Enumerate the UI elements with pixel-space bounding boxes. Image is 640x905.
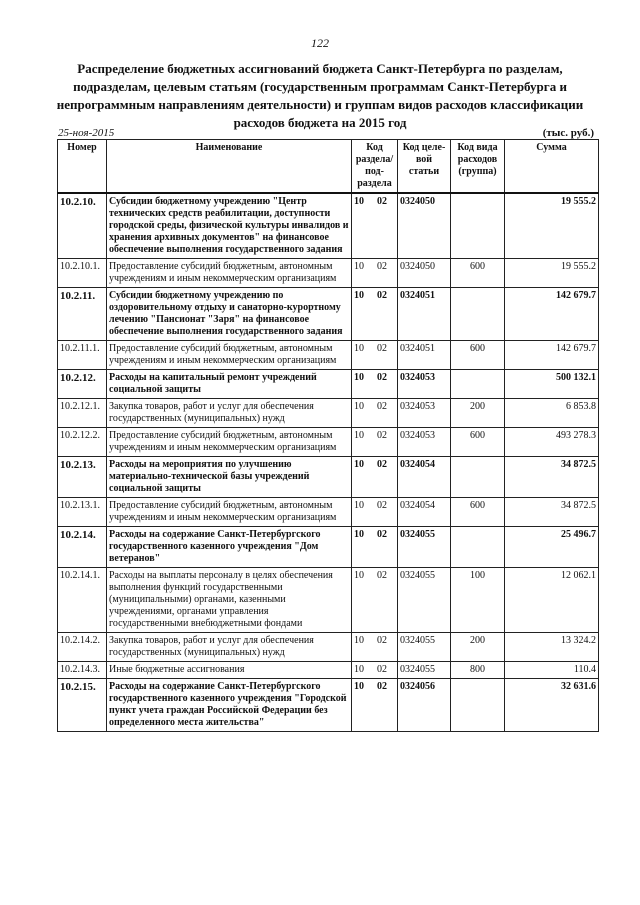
table-row (58, 288, 599, 341)
row-razdel-code (352, 498, 398, 527)
podrazdel-value: 02 (377, 570, 387, 581)
podrazdel-value: 02 (377, 430, 387, 441)
row-razdel-code (352, 457, 398, 498)
row-vid-code: 100 (451, 568, 505, 633)
podrazdel-value: 02 (377, 343, 387, 354)
row-name: Расходы на содержание Санкт-Петербургского государственного казенного учреждения "Дом ветеранов" (107, 527, 352, 568)
table-row (58, 457, 599, 498)
row-vid-code: 600 (451, 498, 505, 527)
razdel-value: 10 (354, 681, 364, 692)
table-row (58, 341, 599, 370)
podrazdel-value: 02 (377, 290, 387, 301)
row-sum: 493 278.3 (505, 428, 599, 457)
table-row (58, 259, 599, 288)
row-razdel-code (352, 193, 398, 259)
row-number: 10.2.13.1. (58, 498, 107, 527)
row-razdel-code (352, 633, 398, 662)
row-vid-code: 600 (451, 428, 505, 457)
row-celevaya-code: 0324051 (398, 341, 451, 370)
row-sum: 13 324.2 (505, 633, 599, 662)
row-vid-code: 600 (451, 341, 505, 370)
row-number: 10.2.14. (58, 527, 107, 568)
row-celevaya-code: 0324055 (398, 662, 451, 679)
row-sum: 34 872.5 (505, 457, 599, 498)
row-sum: 142 679.7 (505, 341, 599, 370)
row-number: 10.2.10. (58, 193, 107, 259)
row-celevaya-code: 0324056 (398, 679, 451, 732)
row-sum: 32 631.6 (505, 679, 599, 732)
table-row (58, 568, 599, 633)
razdel-value: 10 (354, 459, 364, 470)
row-name: Предоставление субсидий бюджетным, автономным учреждениям и иным некоммерческим организациям (107, 498, 352, 527)
podrazdel-value: 02 (377, 261, 387, 272)
header-vid-code: Код вида расходов (группа) (451, 140, 505, 194)
row-number: 10.2.11.1. (58, 341, 107, 370)
table-row (58, 633, 599, 662)
row-name: Предоставление субсидий бюджетным, автономным учреждениям и иным некоммерческим организациям (107, 428, 352, 457)
razdel-value: 10 (354, 290, 364, 301)
razdel-value: 10 (354, 529, 364, 540)
table-row (58, 428, 599, 457)
budget-table (57, 139, 599, 732)
row-razdel-code (352, 288, 398, 341)
row-name: Предоставление субсидий бюджетным, автономным учреждениям и иным некоммерческим организациям (107, 341, 352, 370)
podrazdel-value: 02 (377, 664, 387, 675)
razdel-value: 10 (354, 500, 364, 511)
row-sum: 12 062.1 (505, 568, 599, 633)
row-name: Предоставление субсидий бюджетным, автономным учреждениям и иным некоммерческим организациям (107, 259, 352, 288)
row-vid-code (451, 527, 505, 568)
row-name: Закупка товаров, работ и услуг для обеспечения государственных (муниципальных) нужд (107, 633, 352, 662)
razdel-value: 10 (354, 196, 364, 207)
row-sum: 25 496.7 (505, 527, 599, 568)
row-number: 10.2.11. (58, 288, 107, 341)
row-razdel-code (352, 662, 398, 679)
podrazdel-value: 02 (377, 681, 387, 692)
row-sum: 142 679.7 (505, 288, 599, 341)
header-name: Наименование (107, 140, 352, 194)
row-celevaya-code: 0324053 (398, 428, 451, 457)
row-vid-code: 600 (451, 259, 505, 288)
row-sum: 500 132.1 (505, 370, 599, 399)
row-celevaya-code: 0324051 (398, 288, 451, 341)
row-name: Закупка товаров, работ и услуг для обеспечения государственных (муниципальных) нужд (107, 399, 352, 428)
table-body (58, 193, 599, 732)
row-celevaya-code: 0324053 (398, 399, 451, 428)
row-vid-code (451, 370, 505, 399)
row-razdel-code (352, 527, 398, 568)
row-razdel-code (352, 428, 398, 457)
razdel-value: 10 (354, 261, 364, 272)
row-number: 10.2.14.2. (58, 633, 107, 662)
podrazdel-value: 02 (377, 196, 387, 207)
row-name: Расходы на капитальный ремонт учреждений социальной защиты (107, 370, 352, 399)
razdel-value: 10 (354, 635, 364, 646)
razdel-value: 10 (354, 343, 364, 354)
table-header (58, 140, 599, 194)
header-number: Номер (58, 140, 107, 194)
table-row (58, 193, 599, 259)
row-celevaya-code: 0324054 (398, 498, 451, 527)
header-celevaya-code: Код целе- вой статьи (398, 140, 451, 194)
row-razdel-code (352, 568, 398, 633)
podrazdel-value: 02 (377, 372, 387, 383)
row-sum: 19 555.2 (505, 259, 599, 288)
row-number: 10.2.14.1. (58, 568, 107, 633)
row-celevaya-code: 0324055 (398, 568, 451, 633)
table-row (58, 399, 599, 428)
row-razdel-code (352, 259, 398, 288)
row-number: 10.2.12.2. (58, 428, 107, 457)
row-vid-code: 200 (451, 633, 505, 662)
row-name: Субсидии бюджетному учреждению "Центр технических средств реабилитации, доступности городской среды, физической культуры инвалидов и хранения архивных документов" на финансовое обеспечение выполнения государственного задания (107, 193, 352, 259)
row-vid-code (451, 288, 505, 341)
row-sum: 6 853.8 (505, 399, 599, 428)
podrazdel-value: 02 (377, 529, 387, 540)
row-number: 10.2.15. (58, 679, 107, 732)
row-number: 10.2.10.1. (58, 259, 107, 288)
row-vid-code: 800 (451, 662, 505, 679)
row-number: 10.2.14.3. (58, 662, 107, 679)
row-name: Расходы на мероприятия по улучшению материально-технической базы учреждений социальной защиты (107, 457, 352, 498)
podrazdel-value: 02 (377, 401, 387, 412)
row-name: Расходы на выплаты персоналу в целях обеспечения выполнения функций государственными (муниципальными) органами, казенными учреждениями, органами управления государственными внебюджетными фондами (107, 568, 352, 633)
table-row (58, 498, 599, 527)
row-name: Расходы на содержание Санкт-Петербургского государственного казенного учреждения "Городской пункт учета граждан Российской Федерации без определенного места жительства" (107, 679, 352, 732)
table-row (58, 370, 599, 399)
row-celevaya-code: 0324054 (398, 457, 451, 498)
row-celevaya-code: 0324055 (398, 527, 451, 568)
podrazdel-value: 02 (377, 500, 387, 511)
row-celevaya-code: 0324050 (398, 259, 451, 288)
row-name: Иные бюджетные ассигнования (107, 662, 352, 679)
header-sum: Сумма (505, 140, 599, 194)
row-name: Субсидии бюджетному учреждению по оздоровительному отдыху и санаторно-курортному лечению "Пансионат "Заря" на финансовое обеспечение выполнения государственного задания (107, 288, 352, 341)
units-label: (тыс. руб.) (542, 127, 594, 139)
podrazdel-value: 02 (377, 635, 387, 646)
row-razdel-code (352, 399, 398, 428)
row-vid-code (451, 193, 505, 259)
razdel-value: 10 (354, 664, 364, 675)
document-date: 25-ноя-2015 (58, 127, 115, 139)
row-vid-code (451, 679, 505, 732)
row-number: 10.2.12.1. (58, 399, 107, 428)
row-razdel-code (352, 679, 398, 732)
row-sum: 110.4 (505, 662, 599, 679)
table-row (58, 679, 599, 732)
row-celevaya-code: 0324050 (398, 193, 451, 259)
document-title: Распределение бюджетных ассигнований бюджета Санкт-Петербурга по разделам, подразделам, целевым статьям (государственным программам Санкт-Петербурга и непрограммным направлениям деятельности) и группам видов расходов классификации расходов бюджета на 2015 год (56, 61, 584, 130)
row-number: 10.2.12. (58, 370, 107, 399)
table-row (58, 527, 599, 568)
razdel-value: 10 (354, 570, 364, 581)
row-vid-code: 200 (451, 399, 505, 428)
page-number: 122 (311, 36, 329, 50)
row-celevaya-code: 0324055 (398, 633, 451, 662)
row-razdel-code (352, 370, 398, 399)
row-vid-code (451, 457, 505, 498)
row-celevaya-code: 0324053 (398, 370, 451, 399)
podrazdel-value: 02 (377, 459, 387, 470)
row-sum: 19 555.2 (505, 193, 599, 259)
header-razdel-code: Код раздела/ под- раздела (352, 140, 398, 194)
razdel-value: 10 (354, 401, 364, 412)
row-sum: 34 872.5 (505, 498, 599, 527)
razdel-value: 10 (354, 372, 364, 383)
row-razdel-code (352, 341, 398, 370)
row-number: 10.2.13. (58, 457, 107, 498)
razdel-value: 10 (354, 430, 364, 441)
table-row (58, 662, 599, 679)
